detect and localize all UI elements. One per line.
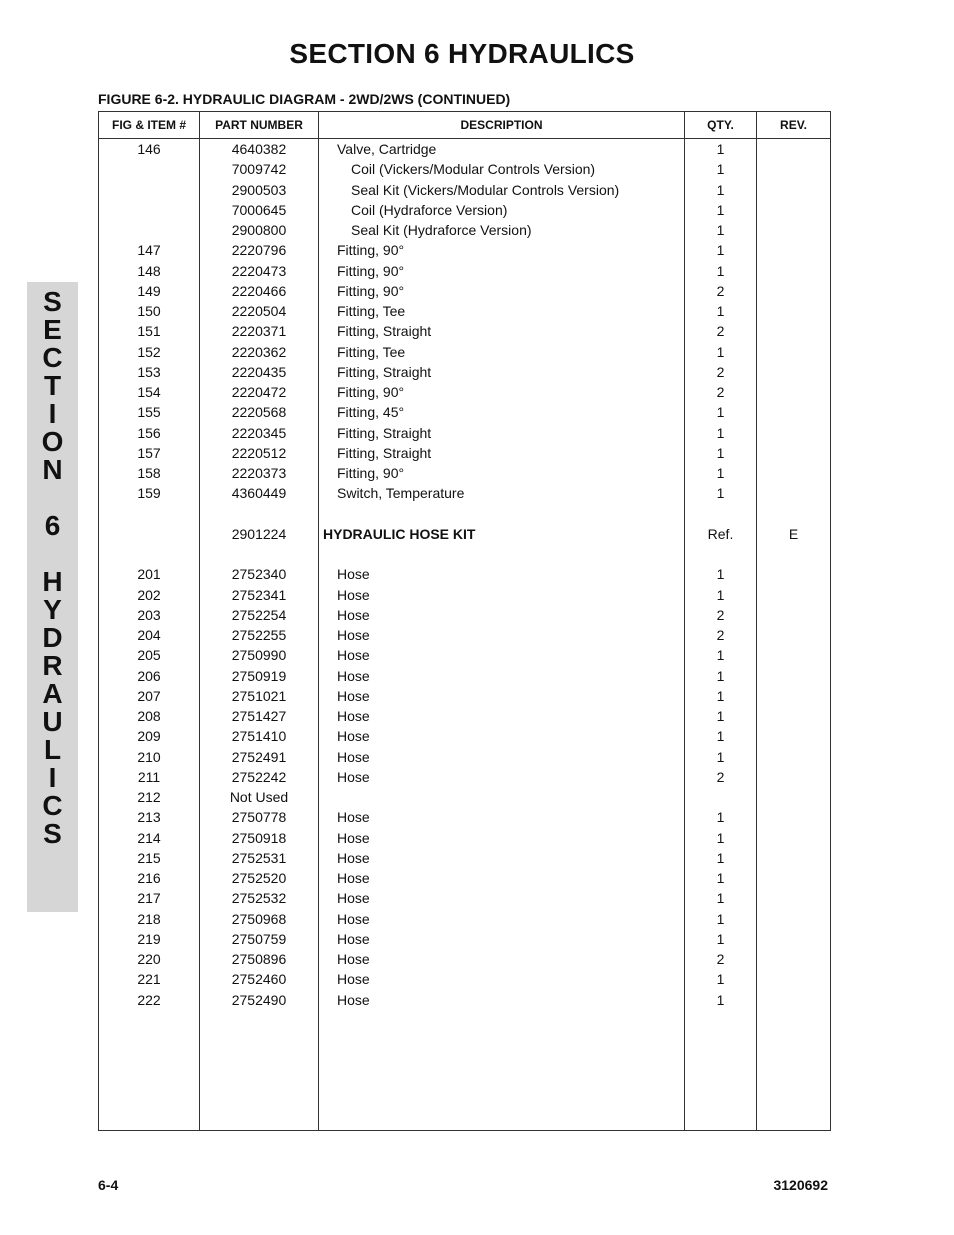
cell-desc bbox=[319, 504, 684, 524]
cell-qty: 2 bbox=[716, 282, 725, 299]
cell-qty: 1 bbox=[716, 444, 725, 461]
cell-part: 2752490 bbox=[231, 991, 287, 1008]
cell-rev bbox=[757, 443, 830, 463]
cell-qty: 2 bbox=[716, 768, 725, 785]
cell-qty: 1 bbox=[716, 404, 725, 421]
cell-fig: 218 bbox=[137, 910, 161, 927]
cell-rev bbox=[757, 423, 830, 443]
cell-part: 2750896 bbox=[231, 951, 287, 967]
cell-rev bbox=[757, 544, 830, 564]
header-rev: REV. bbox=[757, 112, 831, 139]
cell-desc: Hose bbox=[337, 606, 370, 623]
cell-desc: Hose bbox=[337, 910, 370, 927]
cell-fig: 215 bbox=[137, 849, 161, 866]
cell-desc bbox=[319, 544, 684, 564]
cell-qty: 2 bbox=[716, 363, 725, 380]
cell-desc: Valve, Cartridge bbox=[337, 141, 437, 157]
side-tab-letter: A bbox=[42, 678, 63, 709]
cell-part: 7000645 bbox=[231, 201, 287, 218]
cell-desc: Hose bbox=[337, 971, 370, 988]
cell-rev bbox=[757, 868, 830, 888]
cell-qty: 1 bbox=[716, 485, 725, 502]
side-tab-letter: T bbox=[43, 370, 62, 401]
cell-part: 2220504 bbox=[231, 303, 287, 319]
cell-qty: 2 bbox=[716, 627, 725, 643]
parts-table bbox=[98, 111, 831, 1131]
column-part-number bbox=[200, 139, 319, 1131]
document-number: 3120692 bbox=[773, 1177, 828, 1193]
header-fig-item: FIG & ITEM # bbox=[99, 112, 200, 139]
cell-part: 7009742 bbox=[231, 161, 287, 178]
cell-desc: Hose bbox=[337, 768, 370, 785]
cell-qty: 1 bbox=[716, 991, 725, 1008]
cell-qty: 1 bbox=[716, 809, 725, 826]
cell-part: 2750968 bbox=[231, 910, 287, 927]
cell-desc: Fitting, 90° bbox=[337, 384, 405, 400]
cell-rev bbox=[757, 767, 830, 787]
cell-desc: Hose bbox=[337, 930, 370, 947]
cell-rev bbox=[757, 240, 830, 260]
cell-fig: 158 bbox=[137, 465, 161, 481]
cell-rev bbox=[757, 990, 830, 1010]
side-tab-letter: E bbox=[43, 314, 62, 345]
cell-rev bbox=[757, 807, 830, 827]
cell-part: 2220796 bbox=[231, 242, 287, 259]
side-tab-letter: I bbox=[48, 398, 57, 429]
cell-rev bbox=[757, 909, 830, 929]
cell-part: 2752254 bbox=[231, 606, 287, 623]
cell-part: 2751410 bbox=[231, 728, 287, 745]
cell-rev bbox=[757, 504, 830, 524]
cell-part: 2220435 bbox=[231, 363, 287, 380]
cell-fig bbox=[99, 200, 199, 220]
cell-fig: 157 bbox=[137, 444, 161, 461]
cell-qty bbox=[685, 504, 756, 524]
side-tab-gap bbox=[27, 540, 78, 568]
column-fig-item bbox=[99, 139, 200, 1131]
cell-qty: Ref. bbox=[707, 525, 734, 542]
cell-desc: Hose bbox=[337, 667, 370, 684]
cell-qty: 1 bbox=[716, 303, 725, 319]
cell-qty: 1 bbox=[716, 465, 725, 481]
cell-rev bbox=[757, 483, 830, 503]
cell-part: 2750918 bbox=[231, 829, 287, 846]
cell-qty: 1 bbox=[716, 971, 725, 988]
cell-qty: 2 bbox=[716, 323, 725, 340]
cell-fig bbox=[99, 504, 199, 524]
cell-qty: 1 bbox=[716, 930, 725, 947]
column-description bbox=[319, 139, 685, 1131]
cell-part: 2750919 bbox=[231, 667, 287, 684]
cell-part bbox=[200, 544, 318, 564]
cell-qty: 2 bbox=[716, 951, 725, 967]
cell-qty: 1 bbox=[716, 849, 725, 866]
cell-fig: 208 bbox=[137, 708, 161, 724]
cell-desc: Fitting, Tee bbox=[337, 343, 406, 360]
cell-fig: 151 bbox=[137, 323, 161, 340]
side-tab-letter: O bbox=[41, 426, 64, 457]
cell-desc: Fitting, Tee bbox=[337, 303, 406, 319]
cell-qty: 1 bbox=[716, 141, 725, 157]
cell-part: 2750990 bbox=[231, 647, 287, 664]
cell-desc: Coil (Hydraforce Version) bbox=[351, 201, 508, 218]
cell-qty: 1 bbox=[716, 262, 725, 279]
cell-part: 4360449 bbox=[231, 485, 287, 502]
cell-desc: Fitting, 90° bbox=[337, 465, 405, 481]
cell-fig: 222 bbox=[137, 991, 161, 1008]
cell-fig: 210 bbox=[137, 748, 161, 765]
cell-fig: 205 bbox=[137, 647, 161, 664]
cell-desc: Seal Kit (Hydraforce Version) bbox=[351, 222, 532, 238]
cell-fig: 211 bbox=[137, 768, 161, 785]
cell-fig bbox=[99, 180, 199, 200]
column-rev bbox=[757, 139, 831, 1131]
cell-desc: Fitting, Straight bbox=[337, 323, 432, 340]
cell-desc: Hose bbox=[337, 809, 370, 826]
cell-qty: 1 bbox=[716, 708, 725, 724]
cell-rev bbox=[757, 828, 830, 848]
cell-rev bbox=[757, 585, 830, 605]
cell-fig: 220 bbox=[137, 951, 161, 967]
cell-qty: 1 bbox=[716, 687, 725, 704]
cell-desc: Fitting, Straight bbox=[337, 444, 432, 461]
cell-part: 4640382 bbox=[231, 141, 287, 157]
cell-part: 2752532 bbox=[231, 890, 287, 907]
cell-fig: 207 bbox=[137, 687, 161, 704]
cell-part: 2752491 bbox=[231, 748, 287, 765]
cell-part: 2220473 bbox=[231, 262, 287, 279]
side-tab-letters bbox=[27, 288, 78, 848]
cell-part: 2752531 bbox=[231, 849, 287, 866]
cell-fig: 206 bbox=[137, 667, 161, 684]
header-description: DESCRIPTION bbox=[319, 112, 685, 139]
cell-part: 2752242 bbox=[231, 768, 287, 785]
cell-qty: 1 bbox=[716, 161, 725, 178]
cell-desc: Hose bbox=[337, 687, 370, 704]
cell-desc: Seal Kit (Vickers/Modular Controls Version) bbox=[351, 181, 620, 198]
cell-rev bbox=[757, 321, 830, 341]
cell-desc: Hose bbox=[337, 748, 370, 765]
cell-fig: 212 bbox=[137, 789, 161, 805]
side-tab-letter: R bbox=[42, 650, 63, 681]
cell-qty: 1 bbox=[716, 424, 725, 441]
cell-rev bbox=[757, 949, 830, 969]
side-tab-letter: Y bbox=[43, 594, 62, 625]
cell-rev bbox=[757, 139, 830, 159]
cell-rev: E bbox=[788, 525, 799, 542]
cell-fig: 217 bbox=[137, 890, 161, 907]
side-tab-letter: N bbox=[42, 454, 63, 485]
cell-rev bbox=[757, 281, 830, 301]
cell-fig bbox=[99, 524, 199, 544]
cell-fig: 216 bbox=[137, 870, 161, 886]
cell-qty: 1 bbox=[716, 181, 725, 198]
side-tab-letter: C bbox=[42, 790, 63, 821]
cell-part: 2750778 bbox=[231, 809, 287, 826]
side-tab-letter: S bbox=[43, 818, 62, 849]
cell-desc: Hose bbox=[337, 627, 370, 643]
figure-title: FIGURE 6-2. HYDRAULIC DIAGRAM - 2WD/2WS (CONTINUED) bbox=[98, 91, 511, 107]
cell-desc: Hose bbox=[337, 586, 370, 603]
cell-rev bbox=[757, 645, 830, 665]
cell-qty: 1 bbox=[716, 910, 725, 927]
cell-rev bbox=[757, 382, 830, 402]
table-header-row bbox=[99, 112, 831, 139]
cell-fig: 155 bbox=[137, 404, 161, 421]
cell-qty: 2 bbox=[716, 384, 725, 400]
header-qty: QTY. bbox=[685, 112, 757, 139]
cell-desc: Fitting, 90° bbox=[337, 282, 405, 299]
side-tab-letter: S bbox=[43, 286, 62, 317]
cell-desc: Hose bbox=[337, 870, 370, 886]
cell-fig: 148 bbox=[137, 262, 161, 279]
cell-qty: 1 bbox=[716, 829, 725, 846]
cell-part: 2750759 bbox=[231, 930, 287, 947]
column-qty bbox=[685, 139, 757, 1131]
cell-part: 2752520 bbox=[231, 870, 287, 886]
cell-part: 2220362 bbox=[231, 343, 287, 360]
cell-qty: 1 bbox=[716, 728, 725, 745]
cell-rev bbox=[757, 159, 830, 179]
cell-rev bbox=[757, 726, 830, 746]
cell-part: 2752460 bbox=[231, 971, 287, 988]
cell-fig: 214 bbox=[137, 829, 161, 846]
cell-qty: 1 bbox=[716, 667, 725, 684]
cell-qty: 2 bbox=[716, 606, 725, 623]
cell-part: 2220472 bbox=[231, 384, 287, 400]
cell-desc: Hose bbox=[337, 849, 370, 866]
cell-rev bbox=[757, 564, 830, 584]
cell-desc: Fitting, Straight bbox=[337, 424, 432, 441]
cell-qty: 1 bbox=[716, 201, 725, 218]
side-tab-letter: U bbox=[42, 706, 63, 737]
cell-part: 2752341 bbox=[231, 586, 287, 603]
cell-rev bbox=[757, 605, 830, 625]
cell-part: 2900800 bbox=[231, 222, 287, 238]
cell-desc: Hose bbox=[337, 647, 370, 664]
cell-desc: Fitting, 90° bbox=[337, 262, 405, 279]
cell-rev bbox=[757, 180, 830, 200]
cell-desc: Hose bbox=[337, 991, 370, 1008]
cell-rev bbox=[757, 362, 830, 382]
cell-fig: 204 bbox=[137, 627, 161, 643]
cell-desc: Switch, Temperature bbox=[337, 485, 465, 502]
side-tab-gap bbox=[27, 484, 78, 512]
cell-rev bbox=[757, 666, 830, 686]
cell-fig: 156 bbox=[137, 424, 161, 441]
cell-rev bbox=[757, 200, 830, 220]
cell-part: 2220466 bbox=[231, 282, 287, 299]
cell-fig: 147 bbox=[137, 242, 161, 259]
cell-desc: Fitting, Straight bbox=[337, 363, 432, 380]
cell-fig: 213 bbox=[137, 809, 161, 826]
cell-desc: Fitting, 45° bbox=[337, 404, 405, 421]
cell-fig: 154 bbox=[137, 384, 161, 400]
cell-part: 2901224 bbox=[231, 525, 287, 542]
side-tab-letter: L bbox=[43, 734, 62, 765]
cell-qty: 1 bbox=[716, 586, 725, 603]
cell-fig: 153 bbox=[137, 363, 161, 380]
cell-desc: Coil (Vickers/Modular Controls Version) bbox=[351, 161, 596, 178]
cell-rev bbox=[757, 301, 830, 321]
cell-qty: 1 bbox=[716, 242, 725, 259]
cell-rev bbox=[757, 261, 830, 281]
cell-desc: HYDRAULIC HOSE KIT bbox=[323, 525, 476, 542]
cell-fig: 209 bbox=[137, 728, 161, 745]
side-tab-letter: D bbox=[42, 622, 63, 653]
cell-rev bbox=[757, 929, 830, 949]
side-tab-letter: C bbox=[42, 342, 63, 373]
cell-part: 2220345 bbox=[231, 424, 287, 441]
cell-fig: 202 bbox=[137, 586, 161, 603]
cell-fig: 201 bbox=[137, 566, 161, 583]
cell-fig: 219 bbox=[137, 930, 161, 947]
cell-part: 2751427 bbox=[231, 708, 287, 724]
cell-fig: 152 bbox=[137, 343, 161, 360]
cell-fig: 146 bbox=[137, 141, 161, 157]
cell-desc bbox=[319, 787, 684, 807]
cell-desc: Hose bbox=[337, 728, 370, 745]
cell-part bbox=[200, 504, 318, 524]
cell-part: 2220373 bbox=[231, 465, 287, 481]
cell-rev bbox=[757, 888, 830, 908]
cell-qty bbox=[685, 544, 756, 564]
cell-rev bbox=[757, 706, 830, 726]
cell-part: 2900503 bbox=[231, 181, 287, 198]
cell-part: 2752255 bbox=[231, 627, 287, 643]
cell-rev bbox=[757, 220, 830, 240]
table-body-row bbox=[99, 139, 831, 1131]
cell-qty: 1 bbox=[716, 870, 725, 886]
side-tab-letter: H bbox=[42, 566, 63, 597]
cell-rev bbox=[757, 848, 830, 868]
cell-qty: 1 bbox=[716, 890, 725, 907]
header-part-number: PART NUMBER bbox=[200, 112, 319, 139]
cell-fig: 159 bbox=[137, 485, 161, 502]
cell-qty: 1 bbox=[716, 647, 725, 664]
section-side-tab bbox=[27, 282, 78, 912]
cell-part: 2220568 bbox=[231, 404, 287, 421]
cell-part: 2751021 bbox=[231, 687, 287, 704]
side-tab-letter: 6 bbox=[44, 510, 61, 541]
side-tab-letter: I bbox=[48, 762, 57, 793]
cell-desc: Hose bbox=[337, 708, 370, 724]
cell-fig: 221 bbox=[137, 971, 161, 988]
cell-rev bbox=[757, 342, 830, 362]
cell-desc: Hose bbox=[337, 951, 370, 967]
cell-rev bbox=[757, 625, 830, 645]
cell-part: 2220512 bbox=[231, 444, 287, 461]
cell-rev bbox=[757, 686, 830, 706]
cell-rev bbox=[757, 969, 830, 989]
cell-fig bbox=[99, 220, 199, 240]
cell-part: 2220371 bbox=[231, 323, 287, 340]
cell-desc: Hose bbox=[337, 566, 370, 583]
cell-desc: Fitting, 90° bbox=[337, 242, 405, 259]
cell-fig: 203 bbox=[137, 606, 161, 623]
cell-part: 2752340 bbox=[231, 566, 287, 583]
cell-fig: 149 bbox=[137, 282, 161, 299]
cell-part: Not Used bbox=[229, 789, 289, 805]
cell-desc: Hose bbox=[337, 890, 370, 907]
page-number: 6-4 bbox=[98, 1177, 119, 1193]
page-title: SECTION 6 HYDRAULICS bbox=[289, 38, 635, 69]
cell-qty: 1 bbox=[716, 343, 725, 360]
cell-qty: 1 bbox=[716, 566, 725, 583]
cell-rev bbox=[757, 787, 830, 807]
cell-desc: Hose bbox=[337, 829, 370, 846]
cell-fig bbox=[99, 159, 199, 179]
cell-qty bbox=[685, 787, 756, 807]
cell-fig bbox=[99, 544, 199, 564]
cell-fig: 150 bbox=[137, 303, 161, 319]
cell-rev bbox=[757, 463, 830, 483]
cell-qty: 1 bbox=[716, 748, 725, 765]
cell-qty: 1 bbox=[716, 222, 725, 238]
cell-rev bbox=[757, 402, 830, 422]
cell-rev bbox=[757, 747, 830, 767]
